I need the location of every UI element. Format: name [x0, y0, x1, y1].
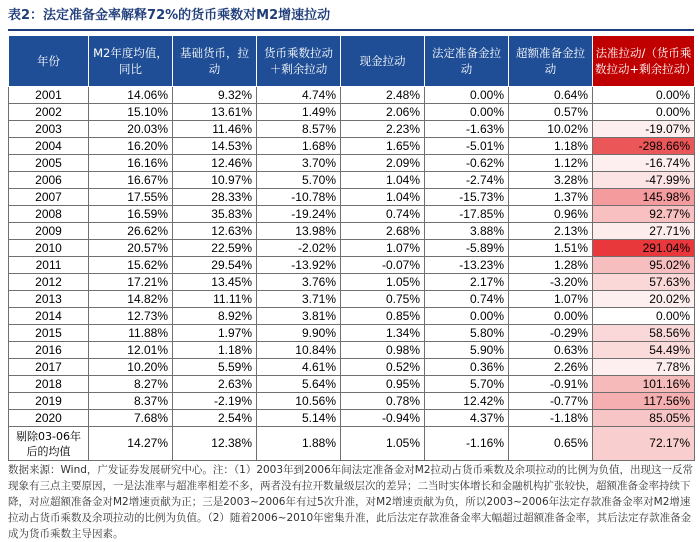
cell-required-reserve: 4.37%	[425, 410, 509, 427]
cell-required-reserve: -15.73%	[425, 189, 509, 206]
cell-base-money: 1.97%	[173, 325, 257, 342]
cell-multiplier: 3.76%	[257, 274, 341, 291]
header-excess-reserve: 超额准备金拉动	[509, 36, 593, 87]
cell-cash: 2.68%	[341, 223, 425, 240]
cell-excess-reserve: 1.28%	[509, 257, 593, 274]
cell-year: 2003	[9, 121, 89, 138]
cell-m2: 14.82%	[89, 291, 173, 308]
cell-cash: 0.78%	[341, 393, 425, 410]
cell-m2: 15.62%	[89, 257, 173, 274]
cell-multiplier: 5.70%	[257, 172, 341, 189]
cell-required-reserve: -5.01%	[425, 138, 509, 155]
cell-excess-reserve: 0.65%	[509, 427, 593, 461]
table-row	[9, 104, 695, 121]
cell-excess-reserve: -0.29%	[509, 325, 593, 342]
cell-base-money: 9.32%	[173, 87, 257, 104]
cell-excess-reserve: -1.18%	[509, 410, 593, 427]
m2-decomposition-table	[8, 35, 695, 461]
table-row	[9, 87, 695, 104]
cell-year: 2006	[9, 172, 89, 189]
cell-base-money: 12.38%	[173, 427, 257, 461]
table-row	[9, 291, 695, 308]
cell-m2: 12.01%	[89, 342, 173, 359]
cell-required-reserve: -1.63%	[425, 121, 509, 138]
header-base-money: 基础货币，拉动	[173, 36, 257, 87]
cell-year: 2008	[9, 206, 89, 223]
table-row	[9, 308, 695, 325]
cell-required-reserve: -0.62%	[425, 155, 509, 172]
cell-cash: 1.04%	[341, 172, 425, 189]
cell-excess-reserve: 3.28%	[509, 172, 593, 189]
cell-year: 2017	[9, 359, 89, 376]
header-year: 年份	[9, 36, 89, 87]
cell-cash: 2.09%	[341, 155, 425, 172]
table-title: 表2：法定准备金率解释72%的货币乘数对M2增速拉动	[8, 8, 331, 23]
cell-multiplier: 9.90%	[257, 325, 341, 342]
cell-year: 2016	[9, 342, 89, 359]
cell-multiplier: 13.98%	[257, 223, 341, 240]
cell-required-reserve: 5.90%	[425, 342, 509, 359]
cell-multiplier: 4.74%	[257, 87, 341, 104]
cell-base-money: 2.54%	[173, 410, 257, 427]
cell-year: 2012	[9, 274, 89, 291]
header-ratio: 法准拉动/（货币乘数拉动+剩余拉动）	[593, 36, 695, 87]
cell-required-reserve: 3.88%	[425, 223, 509, 240]
cell-cash: 1.34%	[341, 325, 425, 342]
cell-year: 2019	[9, 393, 89, 410]
cell-excess-reserve: 0.96%	[509, 206, 593, 223]
cell-multiplier: -13.92%	[257, 257, 341, 274]
cell-required-reserve: 0.74%	[425, 291, 509, 308]
cell-multiplier: 3.71%	[257, 291, 341, 308]
title-underline	[8, 29, 694, 31]
cell-ratio: 0.00%	[593, 87, 695, 104]
cell-year: 2011	[9, 257, 89, 274]
cell-multiplier: 10.56%	[257, 393, 341, 410]
cell-excess-reserve: 0.57%	[509, 104, 593, 121]
cell-multiplier: 4.61%	[257, 359, 341, 376]
cell-m2: 7.68%	[89, 410, 173, 427]
cell-excess-reserve: 0.00%	[509, 308, 593, 325]
cell-year: 2020	[9, 410, 89, 427]
cell-m2: 8.37%	[89, 393, 173, 410]
cell-ratio: 57.63%	[593, 274, 695, 291]
cell-base-money: 22.59%	[173, 240, 257, 257]
cell-ratio: 92.77%	[593, 206, 695, 223]
table-row	[9, 172, 695, 189]
cell-cash: 2.06%	[341, 104, 425, 121]
cell-m2: 16.67%	[89, 172, 173, 189]
cell-multiplier: 8.57%	[257, 121, 341, 138]
cell-year: 2014	[9, 308, 89, 325]
table-row-average	[9, 427, 695, 461]
cell-excess-reserve: -3.20%	[509, 274, 593, 291]
table-row	[9, 206, 695, 223]
cell-excess-reserve: 2.13%	[509, 223, 593, 240]
cell-year: 剔除03-06年后的均值	[9, 427, 89, 461]
cell-required-reserve: 5.70%	[425, 376, 509, 393]
cell-m2: 11.88%	[89, 325, 173, 342]
cell-m2: 12.73%	[89, 308, 173, 325]
cell-multiplier: 3.70%	[257, 155, 341, 172]
header-multiplier: 货币乘数拉动＋剩余拉动	[257, 36, 341, 87]
cell-multiplier: 5.64%	[257, 376, 341, 393]
cell-m2: 20.03%	[89, 121, 173, 138]
cell-ratio: 0.00%	[593, 104, 695, 121]
cell-m2: 15.10%	[89, 104, 173, 121]
cell-base-money: 11.11%	[173, 291, 257, 308]
table-row	[9, 376, 695, 393]
header-cash: 现金拉动	[341, 36, 425, 87]
cell-base-money: 13.61%	[173, 104, 257, 121]
cell-ratio: 101.16%	[593, 376, 695, 393]
cell-year: 2015	[9, 325, 89, 342]
table-row	[9, 257, 695, 274]
cell-m2: 16.20%	[89, 138, 173, 155]
cell-base-money: 2.63%	[173, 376, 257, 393]
cell-cash: 1.05%	[341, 427, 425, 461]
cell-cash: 2.23%	[341, 121, 425, 138]
cell-multiplier: 1.88%	[257, 427, 341, 461]
cell-cash: -0.07%	[341, 257, 425, 274]
cell-excess-reserve: 2.26%	[509, 359, 593, 376]
cell-required-reserve: -17.85%	[425, 206, 509, 223]
cell-base-money: 14.53%	[173, 138, 257, 155]
cell-cash: 0.95%	[341, 376, 425, 393]
cell-base-money: 1.18%	[173, 342, 257, 359]
cell-cash: 0.74%	[341, 206, 425, 223]
cell-year: 2005	[9, 155, 89, 172]
cell-ratio: 145.98%	[593, 189, 695, 206]
cell-m2: 14.06%	[89, 87, 173, 104]
cell-year: 2018	[9, 376, 89, 393]
cell-year: 2001	[9, 87, 89, 104]
cell-required-reserve: -13.23%	[425, 257, 509, 274]
cell-excess-reserve: 1.07%	[509, 291, 593, 308]
cell-multiplier: -2.02%	[257, 240, 341, 257]
cell-cash: 0.75%	[341, 291, 425, 308]
cell-ratio: -298.66%	[593, 138, 695, 155]
cell-required-reserve: -2.74%	[425, 172, 509, 189]
cell-m2: 16.16%	[89, 155, 173, 172]
cell-excess-reserve: 1.37%	[509, 189, 593, 206]
cell-year: 2004	[9, 138, 89, 155]
table-row	[9, 359, 695, 376]
table-row	[9, 240, 695, 257]
cell-ratio: 117.56%	[593, 393, 695, 410]
table-row	[9, 325, 695, 342]
table-row	[9, 393, 695, 410]
cell-cash: 0.98%	[341, 342, 425, 359]
cell-year: 2013	[9, 291, 89, 308]
cell-cash: 1.05%	[341, 274, 425, 291]
cell-base-money: 8.92%	[173, 308, 257, 325]
cell-required-reserve: 12.42%	[425, 393, 509, 410]
cell-base-money: 10.97%	[173, 172, 257, 189]
table-row	[9, 274, 695, 291]
cell-excess-reserve: 0.64%	[509, 87, 593, 104]
cell-ratio: 0.00%	[593, 308, 695, 325]
cell-ratio: -19.07%	[593, 121, 695, 138]
cell-multiplier: -19.24%	[257, 206, 341, 223]
cell-base-money: -2.19%	[173, 393, 257, 410]
cell-multiplier: 1.68%	[257, 138, 341, 155]
cell-cash: 2.48%	[341, 87, 425, 104]
cell-m2: 14.27%	[89, 427, 173, 461]
cell-required-reserve: -1.16%	[425, 427, 509, 461]
cell-required-reserve: 5.80%	[425, 325, 509, 342]
cell-multiplier: 10.84%	[257, 342, 341, 359]
cell-excess-reserve: 0.63%	[509, 342, 593, 359]
cell-m2: 17.55%	[89, 189, 173, 206]
cell-ratio: 27.71%	[593, 223, 695, 240]
cell-required-reserve: 0.00%	[425, 104, 509, 121]
cell-required-reserve: 2.17%	[425, 274, 509, 291]
table-header-row	[9, 36, 695, 87]
header-m2: M2年度均值，同比	[89, 36, 173, 87]
cell-year: 2010	[9, 240, 89, 257]
header-required-reserve: 法定准备金拉动	[425, 36, 509, 87]
cell-multiplier: -10.78%	[257, 189, 341, 206]
cell-base-money: 11.46%	[173, 121, 257, 138]
cell-cash: 1.07%	[341, 240, 425, 257]
cell-base-money: 12.46%	[173, 155, 257, 172]
cell-m2: 26.62%	[89, 223, 173, 240]
cell-excess-reserve: 1.51%	[509, 240, 593, 257]
cell-cash: 0.85%	[341, 308, 425, 325]
cell-m2: 17.21%	[89, 274, 173, 291]
table-row	[9, 155, 695, 172]
cell-base-money: 13.45%	[173, 274, 257, 291]
cell-year: 2009	[9, 223, 89, 240]
cell-excess-reserve: 1.18%	[509, 138, 593, 155]
source-note: 数据来源：Wind，广发证券发展研究中心。注：（1）2003年到2006年间法定准备金对M2拉动占货币乘数及余项拉动的比例为负值，出现这一反常现象有三点主要原因，一是法准率与超准率相差不多，两者没有拉开数量级层次的差异；二当时实体增长和金融机构扩张较快，超额准备金率持续下降，对应超额准备金对M2增速贡献为正；三是2003~2006年有过5次升准，对M2增速贡献为负，所以2003~2006年法定存款准备金率对M2增速拉动占货币乘数及余项拉动的比例为负值。（2）随着2006~2010年密集升准，此后法定存款准备金率大幅超过超额准备金率，其后法定存款准备金成为货币乘数主导因素。	[8, 464, 693, 540]
cell-m2: 8.27%	[89, 376, 173, 393]
cell-ratio: -47.99%	[593, 172, 695, 189]
cell-multiplier: 5.14%	[257, 410, 341, 427]
cell-ratio: 85.05%	[593, 410, 695, 427]
cell-base-money: 29.54%	[173, 257, 257, 274]
cell-base-money: 12.63%	[173, 223, 257, 240]
cell-ratio: 95.02%	[593, 257, 695, 274]
cell-ratio: 54.49%	[593, 342, 695, 359]
cell-ratio: 72.17%	[593, 427, 695, 461]
cell-excess-reserve: -0.77%	[509, 393, 593, 410]
cell-required-reserve: 0.00%	[425, 308, 509, 325]
cell-m2: 20.57%	[89, 240, 173, 257]
cell-multiplier: 3.81%	[257, 308, 341, 325]
table-row	[9, 410, 695, 427]
cell-cash: 1.65%	[341, 138, 425, 155]
cell-required-reserve: 0.36%	[425, 359, 509, 376]
cell-ratio: -16.74%	[593, 155, 695, 172]
cell-excess-reserve: -0.91%	[509, 376, 593, 393]
cell-ratio: 20.02%	[593, 291, 695, 308]
cell-multiplier: 1.49%	[257, 104, 341, 121]
cell-ratio: 58.56%	[593, 325, 695, 342]
table-row	[9, 189, 695, 206]
cell-excess-reserve: 10.02%	[509, 121, 593, 138]
cell-base-money: 35.83%	[173, 206, 257, 223]
cell-year: 2007	[9, 189, 89, 206]
cell-required-reserve: 0.00%	[425, 87, 509, 104]
table-row	[9, 223, 695, 240]
cell-m2: 16.59%	[89, 206, 173, 223]
cell-excess-reserve: 1.12%	[509, 155, 593, 172]
cell-cash: 1.04%	[341, 189, 425, 206]
table-row	[9, 138, 695, 155]
table-body	[9, 87, 695, 461]
cell-base-money: 28.33%	[173, 189, 257, 206]
cell-required-reserve: -5.89%	[425, 240, 509, 257]
cell-base-money: 5.59%	[173, 359, 257, 376]
cell-cash: -0.94%	[341, 410, 425, 427]
cell-ratio: 291.04%	[593, 240, 695, 257]
cell-m2: 10.20%	[89, 359, 173, 376]
cell-year: 2002	[9, 104, 89, 121]
cell-cash: 0.52%	[341, 359, 425, 376]
table-row	[9, 342, 695, 359]
cell-ratio: 7.78%	[593, 359, 695, 376]
table-row	[9, 121, 695, 138]
